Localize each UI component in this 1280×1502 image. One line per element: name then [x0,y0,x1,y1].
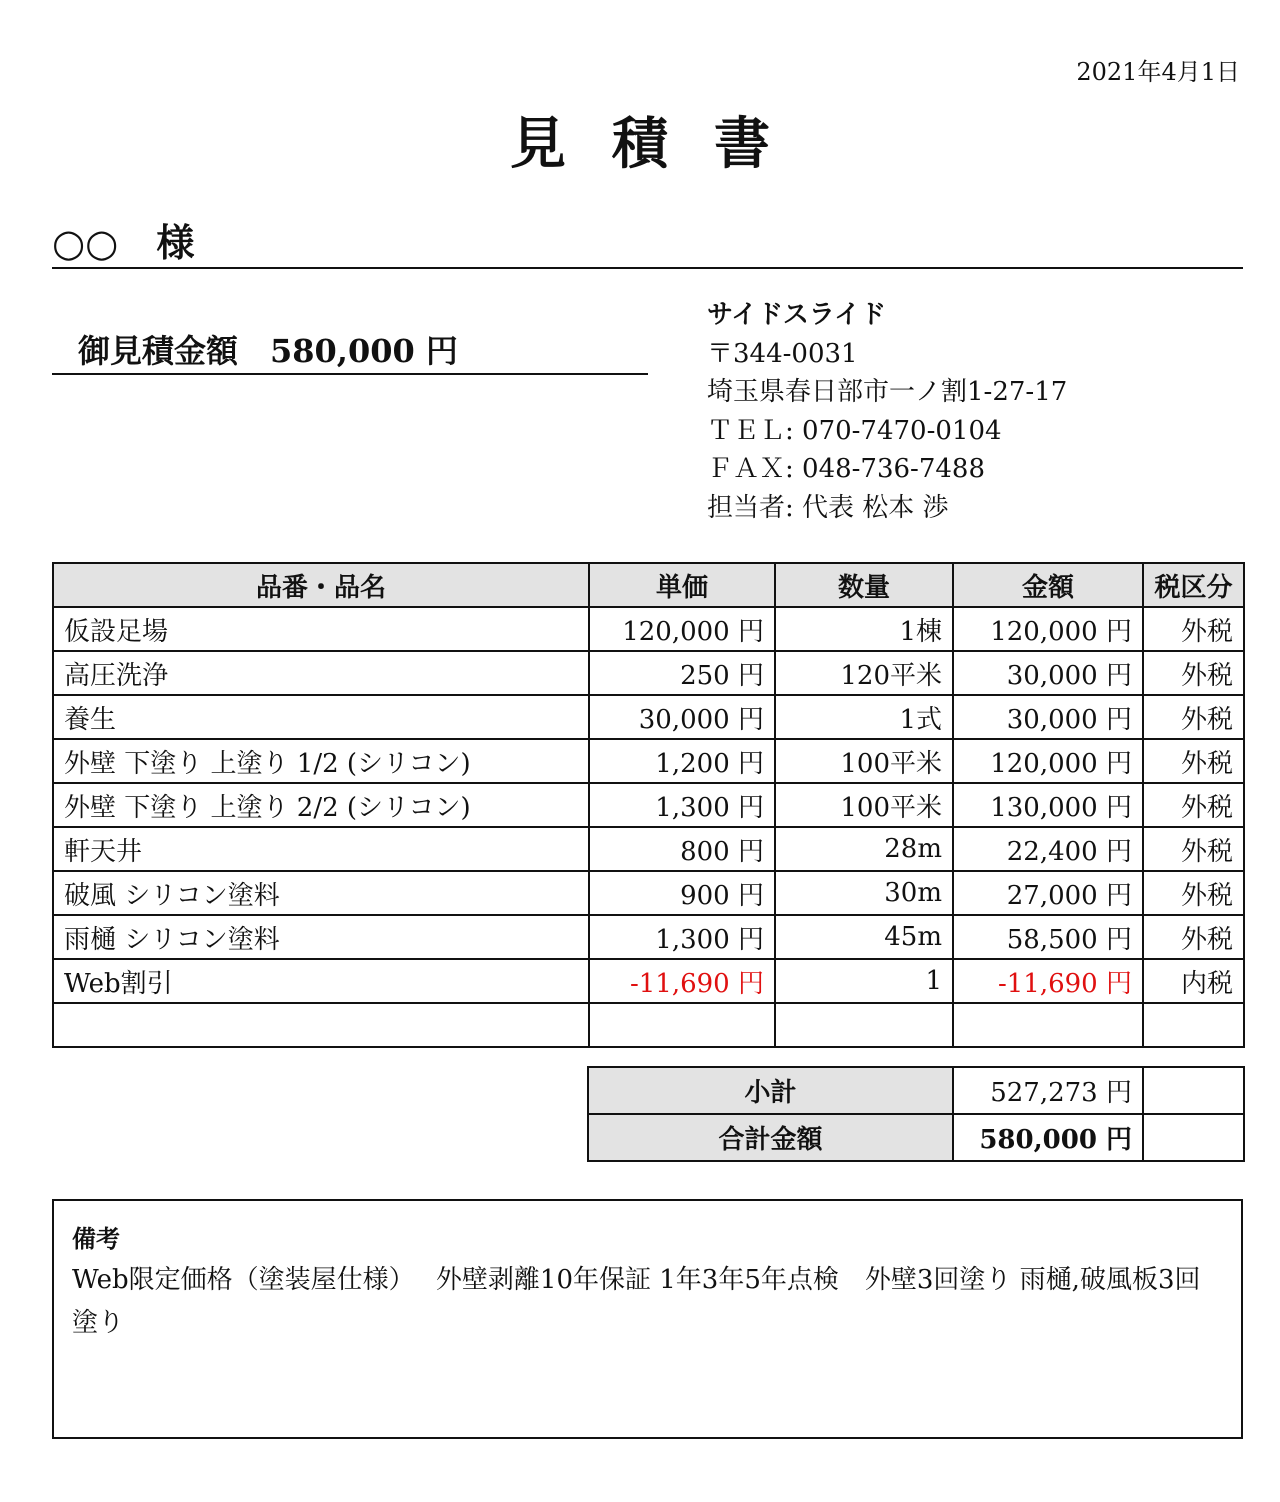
subtotal-label: 小計 [588,1067,953,1114]
unit-price: 1,300 円 [589,915,775,959]
unit-price [589,1003,775,1047]
total-label: 合計金額 [588,1114,953,1161]
remarks-box [52,1199,1243,1439]
unit-price: 30,000 円 [589,695,775,739]
quantity: 1 [775,959,953,1003]
unit-price: 1,300 円 [589,783,775,827]
company-contact: 担当者: 代表 松本 渉 [707,492,949,523]
amount: 120,000 円 [953,607,1143,651]
item-name: 外壁 下塗り 上塗り 1/2 (シリコン) [53,739,589,783]
item-name: 雨樋 シリコン塗料 [53,915,589,959]
tax-category: 外税 [1143,651,1244,695]
company-name: サイドスライド [707,300,887,330]
amount: 130,000 円 [953,783,1143,827]
table-row-empty [53,1003,1244,1047]
company-info [707,296,1067,527]
header-quantity: 数量 [775,563,953,607]
estimate-amount: 御見積金額 580,000 円 [78,332,458,370]
amount: 27,000 円 [953,871,1143,915]
company-fax: ＦＡＸ: 048-736-7488 [707,454,986,484]
quantity: 30m [775,871,953,915]
amount: 30,000 円 [953,695,1143,739]
quantity: 100平米 [775,739,953,783]
unit-price: 120,000 円 [589,607,775,651]
tax-category: 外税 [1143,695,1244,739]
table-row [53,915,1244,959]
header-amount: 金額 [953,563,1143,607]
quantity: 45m [775,915,953,959]
amount: 22,400 円 [953,827,1143,871]
estimate-items-table [52,562,1245,1048]
remarks-text: Web限定価格（塗装屋仕様） 外壁剥離10年保証 1年3年5年点検 外壁3回塗り 雨樋,破風板3回塗り [72,1265,1201,1338]
tax-category: 外税 [1143,739,1244,783]
unit-price: 900 円 [589,871,775,915]
unit-price: -11,690 円 [589,959,775,1003]
tax-category: 外税 [1143,915,1244,959]
header-item-name: 品番・品名 [53,563,589,607]
quantity: 28m [775,827,953,871]
header-unit-price: 単価 [589,563,775,607]
table-row [53,607,1244,651]
amount: -11,690 円 [953,959,1143,1003]
total-row [588,1114,1244,1161]
amount: 58,500 円 [953,915,1143,959]
company-address: 埼玉県春日部市一ノ割1-27-17 [707,377,1068,407]
quantity: 1棟 [775,607,953,651]
table-row [53,783,1244,827]
total-value: 580,000 円 [953,1114,1143,1161]
item-name [53,1003,589,1047]
unit-price: 800 円 [589,827,775,871]
item-name: 軒天井 [53,827,589,871]
issue-date: 2021年4月1日 [1076,58,1240,86]
table-row [53,871,1244,915]
company-postal: 〒344-0031 [707,338,858,369]
item-name: 破風 シリコン塗料 [53,871,589,915]
item-name: 外壁 下塗り 上塗り 2/2 (シリコン) [53,783,589,827]
table-row [53,739,1244,783]
amount: 120,000 円 [953,739,1143,783]
table-row-discount [53,959,1244,1003]
quantity: 1式 [775,695,953,739]
unit-price: 250 円 [589,651,775,695]
client-underline [52,267,1243,269]
quantity: 120平米 [775,651,953,695]
tax-category: 内税 [1143,959,1244,1003]
subtotal-row [588,1067,1244,1114]
subtotal-value: 527,273 円 [953,1067,1143,1114]
client-name: ○○ 様 [52,220,195,265]
company-tel: ＴＥＬ: 070-7470-0104 [707,415,1002,446]
quantity [775,1003,953,1047]
table-row [53,827,1244,871]
item-name: 養生 [53,695,589,739]
header-tax-category: 税区分 [1143,563,1244,607]
item-name: Web割引 [53,959,589,1003]
document-title: 見積書 [510,111,816,177]
total-empty-cell [1143,1114,1244,1161]
item-name: 高圧洗浄 [53,651,589,695]
item-name: 仮設足場 [53,607,589,651]
unit-price: 1,200 円 [589,739,775,783]
table-row [53,695,1244,739]
amount-underline [52,373,648,375]
tax-category: 外税 [1143,827,1244,871]
subtotal-empty-cell [1143,1067,1244,1114]
totals-table [587,1066,1245,1162]
amount: 30,000 円 [953,651,1143,695]
tax-category: 外税 [1143,783,1244,827]
tax-category: 外税 [1143,871,1244,915]
table-header-row [53,563,1244,607]
tax-category [1143,1003,1244,1047]
remarks-title: 備考 [72,1224,120,1253]
table-row [53,651,1244,695]
tax-category: 外税 [1143,607,1244,651]
amount [953,1003,1143,1047]
quantity: 100平米 [775,783,953,827]
